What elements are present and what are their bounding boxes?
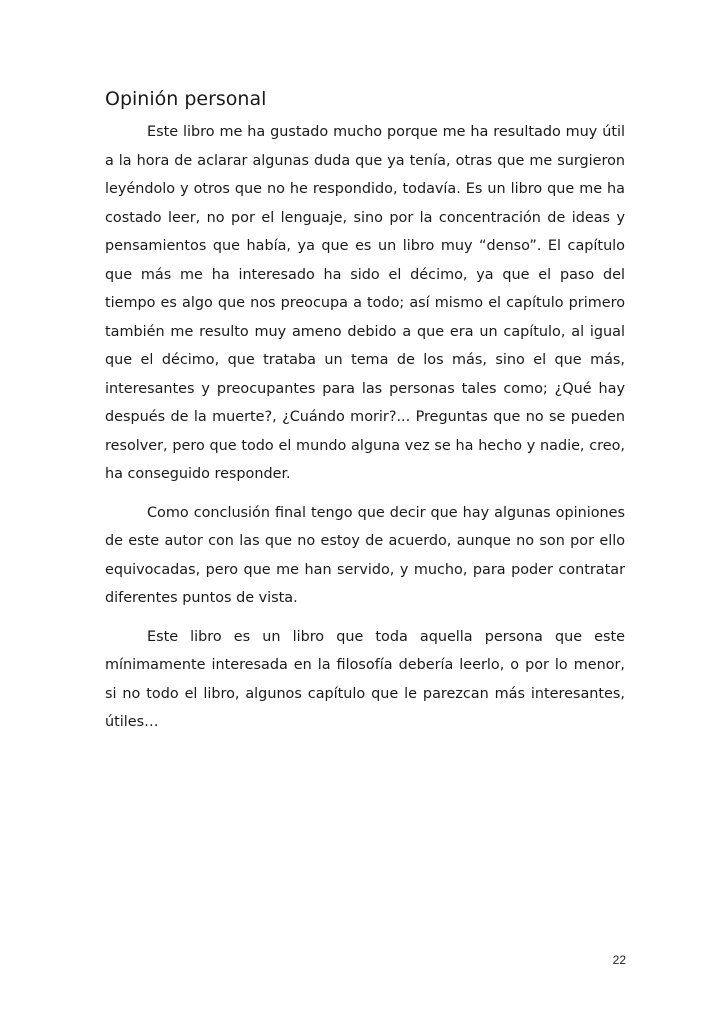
paragraph-3: Este libro es un libro que toda aquella persona que este mínimamente interesada en la filosofía debería leerlo, o por lo menor, si no todo el libro, algunos capítulo que le parezcan más interesantes, útiles… — [105, 628, 625, 730]
paragraph-2: Como conclusión final tengo que decir que hay algunas opiniones de este autor con las que no estoy de acuerdo, aunque no son por ello equivocadas, pero que me han servido, y mucho, para poder contratar diferentes puntos de vista. — [105, 504, 625, 606]
page-content — [105, 86, 625, 747]
section-title: Opinión personal — [105, 88, 267, 110]
page-number: 22 — [612, 953, 626, 967]
paragraph-1: Este libro me ha gustado mucho porque me ha resultado muy útil a la hora de aclarar algunas duda que ya tenía, otras que me surgieron leyéndolo y otros que no he respondido, todavía. Es un libro que me ha costado leer, no por el lenguaje, sino por la concentración de ideas y pensamientos que había, ya que es un libro muy “denso”. El capítulo que más me ha interesado ha sido el décimo, ya que el paso del tiempo es algo que nos preocupa a todo; así mismo el capítulo primero también me resulto muy ameno debido a que era un capítulo, al igual que el décimo, que trataba un tema de los más, sino el que más, interesantes y preocupantes para las personas tales como; ¿Qué hay después de la muerte?, ¿Cuándo morir?... Preguntas que no se pueden resolver, pero que todo el mundo alguna vez se ha hecho y nadie, creo, ha conseguido responder. — [105, 124, 625, 482]
